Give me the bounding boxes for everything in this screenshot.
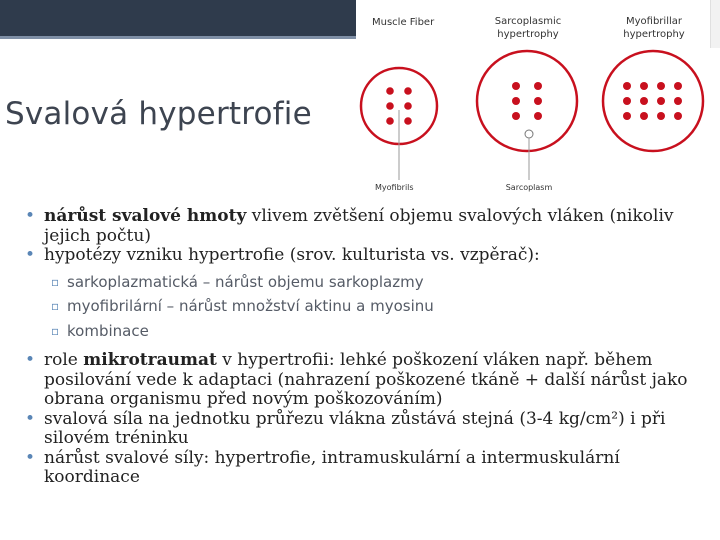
bullet-text: v hypertrofii: lehké poškození vláken např. během posilování vede k adaptaci (nahrazení poškozené tkáně + další nárůst jako obrana organismu před novým poškozováním) [44, 350, 688, 409]
sub-bullet-text: sarkoplazmatická – nárůst objemu sarkoplazmy [67, 272, 424, 291]
sub-bullet-text: kombinace [67, 321, 149, 340]
bullet-item [25, 449, 715, 488]
header-accent-line [0, 36, 356, 39]
bullet-marker: • [25, 408, 36, 429]
myofibril-dot [640, 112, 648, 120]
label-myofibrillar-hypertrophy: hypertrophy [623, 29, 685, 40]
bullet-marker: • [25, 447, 36, 468]
label-sarcoplasm: Sarcoplasm [505, 183, 553, 192]
label-muscle-fiber: Muscle Fiber [372, 17, 435, 28]
bullet-item [25, 410, 715, 449]
bullet-text: nárůst svalové síly: hypertrofie, intramuskulární a intermuskulární koordinace [44, 447, 620, 487]
bullet-item [25, 207, 715, 246]
bullet-item [25, 246, 715, 266]
label-sarcoplasmic: Sarcoplasmic [494, 16, 562, 27]
myofibril-dot [640, 97, 648, 105]
sub-bullet-list [25, 270, 715, 344]
myofibril-dot [657, 82, 665, 90]
sub-bullet-item [51, 294, 715, 319]
bullet-bold-text: mikrotraumat [83, 350, 217, 370]
label-myofibrils: Myofibrils [375, 183, 414, 192]
myofibril-dot [623, 82, 631, 90]
myofibril-dot [674, 97, 682, 105]
myofibril-dot [640, 82, 648, 90]
sub-bullet-marker: ▫ [51, 323, 60, 338]
sub-bullet-text: myofibrilární – nárůst množství aktinu a myosinu [67, 297, 434, 315]
myofibril-dot [657, 97, 665, 105]
muscle-fiber-diagram [357, 0, 709, 195]
myofibril-dot [623, 97, 631, 105]
bullet-list [25, 207, 715, 488]
sub-bullet-item [51, 319, 715, 344]
slide-title: Svalová hypertrofie [5, 96, 312, 132]
myofibril-dot [657, 112, 665, 120]
bullet-text: svalová síla na jednotku průřezu vlákna zůstává stejná (3-4 kg/cm²) i při silovém tréninku [44, 408, 666, 448]
bullet-bold-text: nárůst svalové hmoty [44, 206, 247, 226]
sub-bullet-item [51, 270, 715, 295]
bullet-item [25, 351, 715, 410]
bullet-marker: • [25, 206, 36, 226]
label-sarcoplasmic-hypertrophy: hypertrophy [497, 29, 559, 40]
bullet-text: hypotézy vzniku hypertrofie (srov. kulturista vs. vzpěrač): [44, 245, 540, 265]
myofibril-dot [674, 112, 682, 120]
bullet-text: role [44, 350, 84, 370]
bullet-text: vlivem zvětšení objemu svalových vláken (nikoliv jejich počtu) [44, 206, 674, 246]
sub-bullet-marker: ▫ [51, 299, 60, 313]
label-myofibrillar: Myofibrillar [626, 16, 682, 27]
corner-decoration [710, 0, 720, 48]
header-bar [0, 0, 356, 36]
sub-bullet-marker: ▫ [51, 274, 60, 289]
bullet-marker: • [25, 245, 36, 265]
bullet-marker: • [25, 350, 36, 370]
myofibril-dot [674, 82, 682, 90]
myofibril-dot [623, 112, 631, 120]
